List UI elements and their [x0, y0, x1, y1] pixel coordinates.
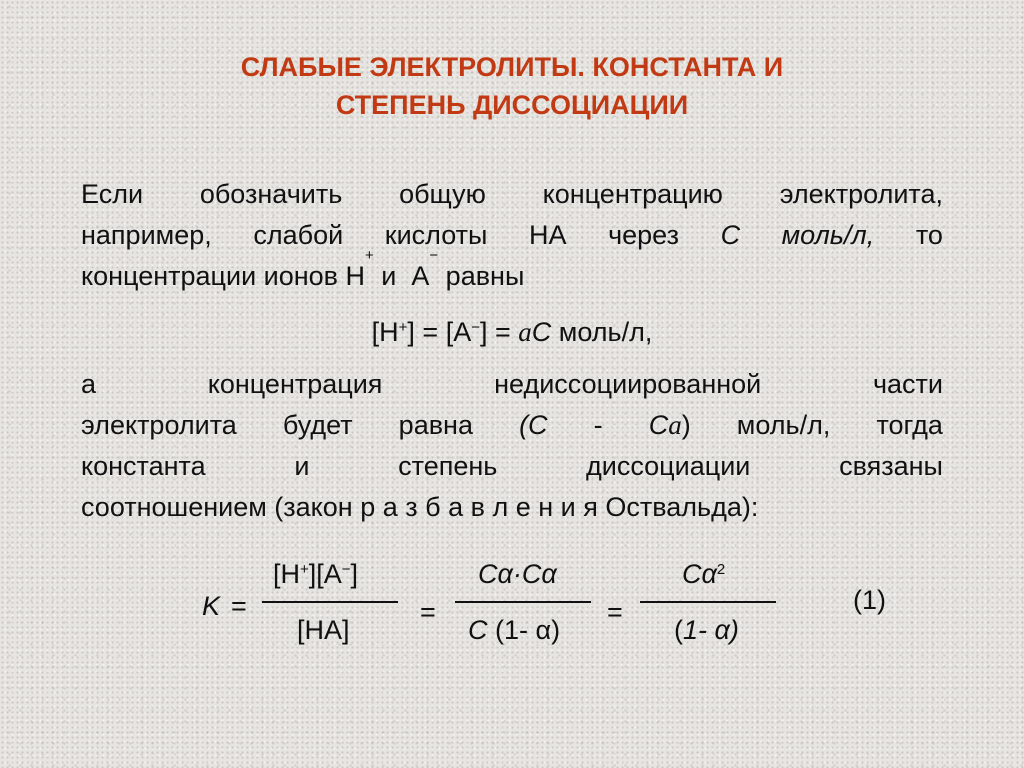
fraction-1-numerator [273, 558, 358, 590]
intro-text: концентрации ионов H [81, 261, 366, 291]
word: части [872, 369, 943, 399]
den-part: ( [674, 615, 683, 645]
fraction-3-denominator [674, 614, 739, 646]
word: концентрацию [542, 179, 723, 209]
word: через [608, 220, 679, 250]
eq-part: моль/л, [551, 317, 653, 347]
den-part: - α) [698, 615, 739, 645]
fraction-2-numerator: Cα·Cα [478, 559, 557, 589]
word: HA [528, 220, 567, 250]
word: степень [398, 451, 498, 481]
word: тогда [876, 410, 943, 440]
intro-line-1 [81, 174, 943, 215]
slide-title [120, 48, 904, 124]
ostwald-paragraph [81, 364, 943, 528]
intro-text: равны [438, 261, 525, 291]
eq-part: [H [371, 317, 399, 347]
fraction-bar-2 [455, 601, 591, 603]
intro-text: и A [373, 261, 430, 291]
concentration-symbol: (C [519, 410, 548, 440]
word: обозначить [199, 179, 343, 209]
fraction-1-denominator: [HA] [297, 615, 350, 645]
exponent: 2 [716, 561, 726, 578]
alpha-symbol: a [518, 317, 532, 347]
equals-sign: = [231, 591, 247, 621]
word: и [294, 451, 310, 481]
word: константа [81, 451, 206, 481]
den-part: (1- α) [487, 615, 561, 645]
eq-part: ] = [479, 317, 519, 347]
fraction-bar-3 [640, 601, 776, 603]
num-part: Cα [682, 559, 717, 589]
word: общую [399, 179, 486, 209]
word: например, [81, 220, 212, 250]
word: слабой [253, 220, 344, 250]
minus-sign: − [341, 561, 351, 578]
intro-line-2 [81, 215, 943, 256]
word: связаны [839, 451, 943, 481]
num-part: ][A [308, 559, 342, 589]
equals-sign: = [420, 597, 436, 627]
ca-term [649, 405, 691, 446]
minus-sign: − [471, 319, 480, 336]
equals-sign: = [607, 597, 623, 627]
concentration-symbol: C [648, 410, 669, 440]
plus-sign: + [365, 247, 374, 264]
concentration-symbol: C [531, 317, 552, 347]
plus-sign: + [300, 561, 309, 578]
num-part: ] [350, 559, 359, 589]
unit: моль/л, [781, 220, 875, 250]
intro-paragraph [81, 174, 943, 297]
word: электролита [81, 410, 237, 440]
word: моль/л, [736, 410, 831, 440]
paren: ) [681, 410, 691, 440]
ostwald-text: соотношением (закон р а з б а в л е н и я Оствальда): [81, 492, 759, 522]
ostwald-line-2 [81, 405, 943, 446]
fraction-2-denominator [468, 614, 560, 646]
fraction-bar-1 [262, 601, 398, 603]
word: кислоты [384, 220, 488, 250]
word: диссоциации [586, 451, 751, 481]
equation-number: (1) [853, 585, 886, 615]
word: Если [81, 179, 144, 209]
num-part: [H [273, 559, 300, 589]
concentration-symbol: C [720, 220, 741, 250]
concentration-symbol: C [468, 615, 488, 645]
minus-operator: - [593, 410, 603, 440]
ostwald-line-4 [81, 487, 943, 528]
word: электролита, [779, 179, 943, 209]
constant-symbol: K [202, 591, 221, 621]
plus-sign: + [398, 319, 408, 336]
title-line-1: СЛАБЫЕ ЭЛЕКТРОЛИТЫ. КОНСТАНТА И [240, 52, 784, 82]
word: недиссоциированной [494, 369, 762, 399]
word: будет [282, 410, 353, 440]
minus-sign: − [429, 247, 439, 264]
eq-part: ] = [A [407, 317, 472, 347]
word: равна [398, 410, 473, 440]
ostwald-line-1 [81, 364, 943, 405]
den-part: 1 [683, 615, 699, 645]
fraction-3-numerator [682, 558, 725, 590]
word: а [81, 369, 97, 399]
word: концентрация [207, 369, 383, 399]
ostwald-line-3 [81, 446, 943, 487]
word: то [915, 220, 943, 250]
ion-concentration-equation [0, 312, 1024, 353]
title-line-2: СТЕПЕНЬ ДИССОЦИАЦИИ [335, 90, 689, 120]
intro-line-3 [81, 247, 943, 297]
alpha-symbol: a [668, 410, 682, 440]
